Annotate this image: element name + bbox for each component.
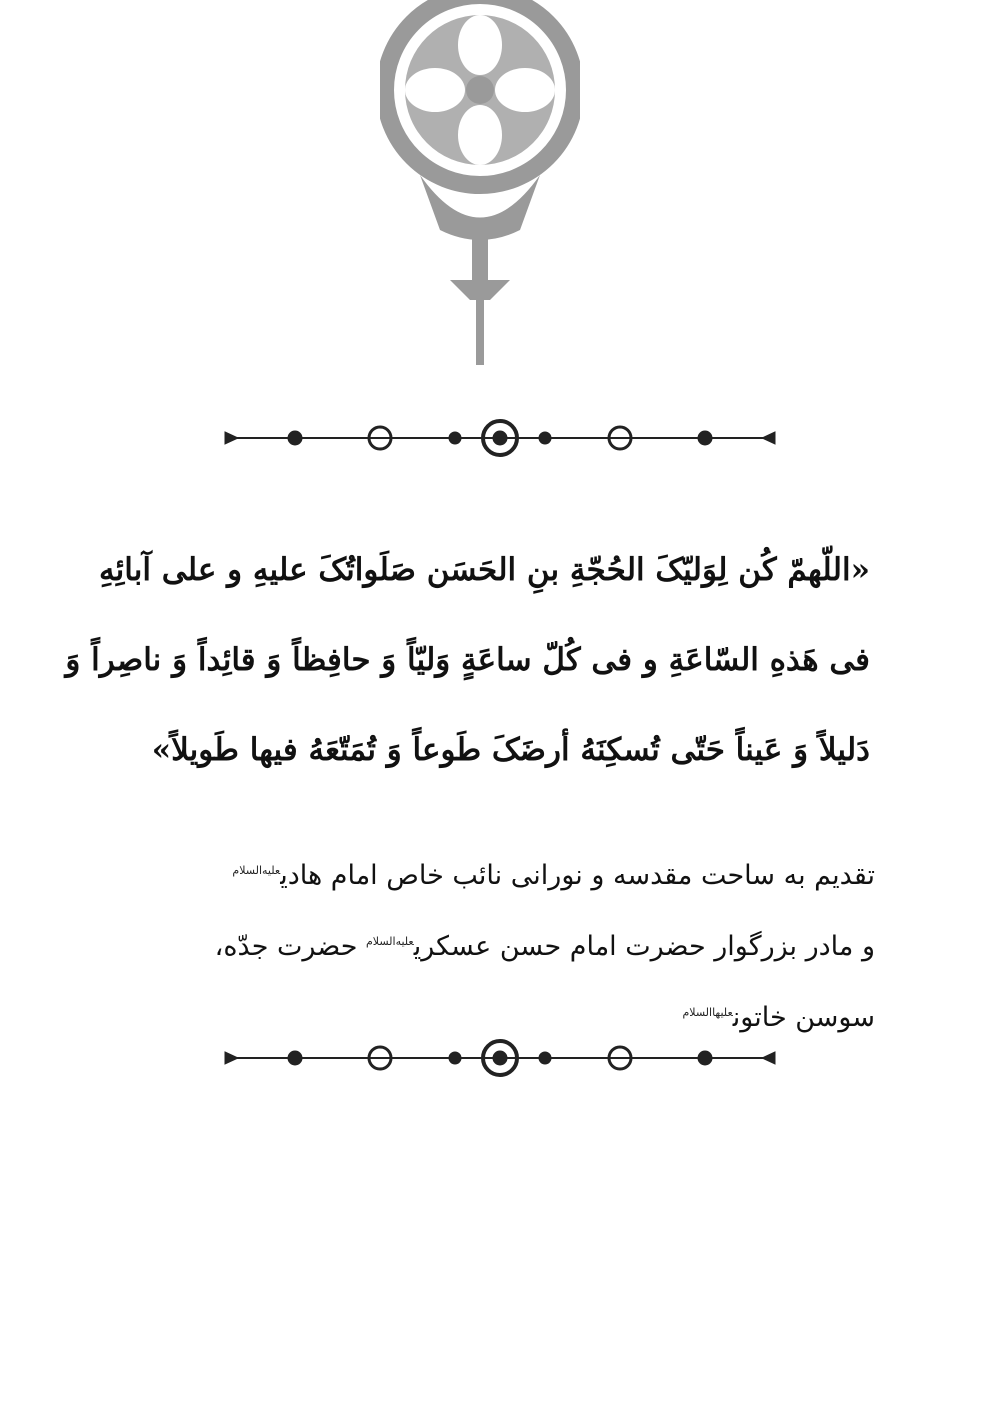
prayer-line: دَلیلاً وَ عَیناً حَتّی تُسکِنَهُ أرضَکَ طَوعاً وَ تُمَتّعَهُ فیها طَویلاً» [151, 732, 870, 768]
top-ornament [380, 0, 580, 370]
dedication-line [130, 838, 875, 909]
prayer-text [65, 525, 870, 795]
bottom-divider [220, 1038, 780, 1078]
honorific: علیه‌السلام [232, 864, 281, 877]
dedication-text-3: سوسن خاتون [732, 1002, 875, 1033]
honorific: علیهاالسلام [682, 1006, 733, 1019]
dedication-text [130, 838, 875, 1051]
dedication-text-1: تقدیم به ساحت مقدسه و نورانی نائب خاص امام هادی [280, 860, 875, 891]
prayer-line: فی هَذهِ السّاعَةِ و فی کُلّ ساعَةٍ وَلیّاً وَ حافِظاً وَ قائِداً وَ ناصِراً وَ [65, 642, 870, 678]
top-divider [220, 418, 780, 458]
dedication-text-2a: و مادر بزرگوار حضرت امام حسن عسکری [413, 931, 875, 962]
dedication-line [130, 909, 875, 980]
dedication-text-2b: حضرت جدّه، [214, 931, 366, 962]
honorific: علیه‌السلام [365, 935, 414, 948]
prayer-line: «اللّهمّ کُن لِوَلیّکَ الحُجّةِ بنِ الحَسَن صَلَواتُکَ علیهِ و علی آبائِهِ [99, 552, 870, 588]
